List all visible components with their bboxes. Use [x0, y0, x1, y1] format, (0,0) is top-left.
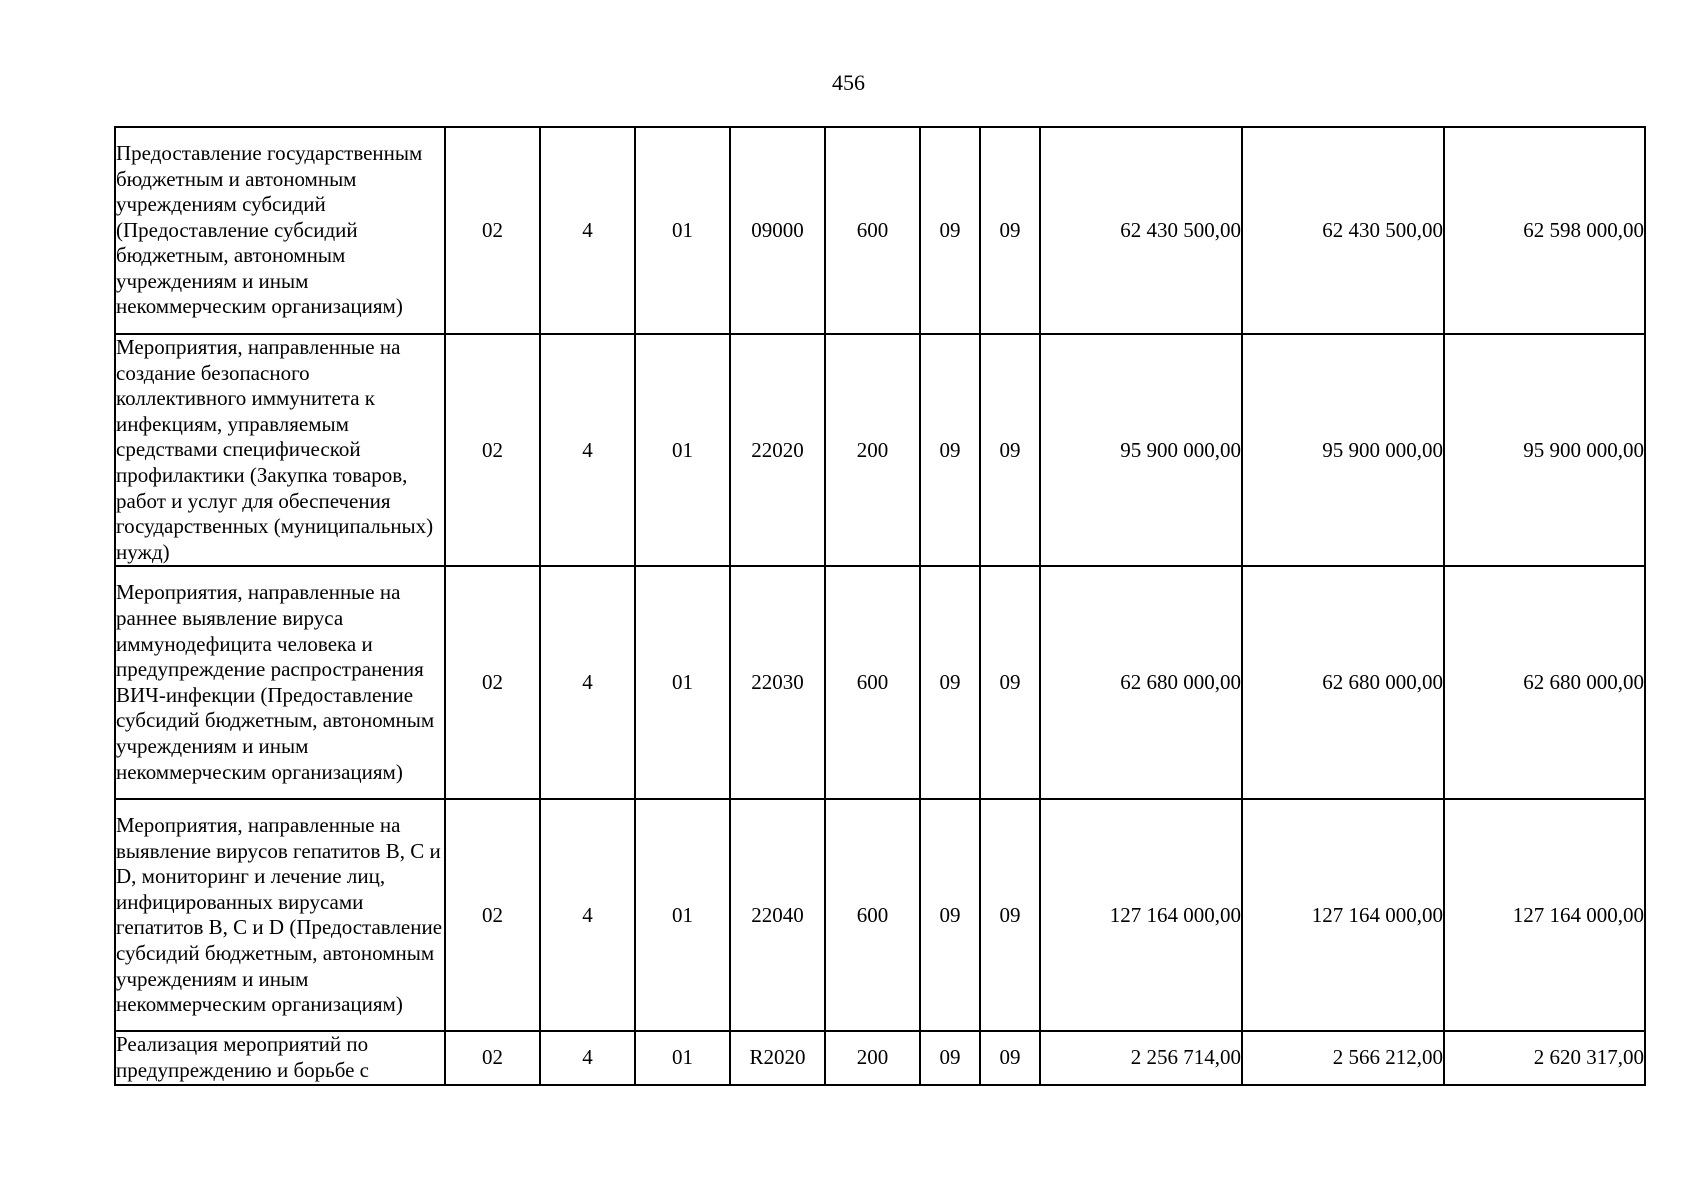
budget-table — [114, 126, 1646, 1086]
section-code-cell: 09 — [920, 1031, 980, 1084]
amount-cell: 62 430 500,00 — [1242, 127, 1444, 334]
subsection-code-cell: 09 — [980, 799, 1040, 1031]
program-code-cell: 02 — [445, 334, 540, 566]
amount-cell: 62 680 000,00 — [1242, 566, 1444, 799]
direction-code-cell: 22030 — [730, 566, 825, 799]
amount-cell: 62 680 000,00 — [1444, 566, 1645, 799]
program-code-cell: 02 — [445, 127, 540, 334]
section-code-cell: 09 — [920, 799, 980, 1031]
subprogram-code-cell: 4 — [540, 799, 635, 1031]
table-row — [115, 127, 1645, 334]
table-row — [115, 566, 1645, 799]
amount-cell: 95 900 000,00 — [1242, 334, 1444, 566]
main-event-code-cell: 01 — [635, 334, 730, 566]
row-description: Предоставление государственным бюджетным и автономным учреждениям субсидий (Предоставление субсидий бюджетным, автономным учреждениям и иным некоммерческим организациям) — [115, 127, 445, 334]
expense-type-cell: 200 — [825, 334, 920, 566]
amount-cell: 62 680 000,00 — [1040, 566, 1242, 799]
subsection-code-cell: 09 — [980, 127, 1040, 334]
page-number: 456 — [832, 70, 865, 95]
amount-cell: 95 900 000,00 — [1040, 334, 1242, 566]
section-code-cell: 09 — [920, 127, 980, 334]
amount-cell: 2 256 714,00 — [1040, 1031, 1242, 1084]
amount-cell: 127 164 000,00 — [1444, 799, 1645, 1031]
amount-cell: 2 620 317,00 — [1444, 1031, 1645, 1084]
direction-code-cell: R2020 — [730, 1031, 825, 1084]
direction-code-cell: 22040 — [730, 799, 825, 1031]
main-event-code-cell: 01 — [635, 1031, 730, 1084]
subsection-code-cell: 09 — [980, 334, 1040, 566]
subprogram-code-cell: 4 — [540, 127, 635, 334]
amount-cell: 2 566 212,00 — [1242, 1031, 1444, 1084]
subsection-code-cell: 09 — [980, 566, 1040, 799]
subsection-code-cell: 09 — [980, 1031, 1040, 1084]
direction-code-cell: 22020 — [730, 334, 825, 566]
row-description: Мероприятия, направленные на создание безопасного коллективного иммунитета к инфекциям, управляемым средствами специфической профилактики (Закупка товаров, работ и услуг для обеспечения государственных (муниципальных) нужд) — [115, 334, 445, 566]
row-description: Мероприятия, направленные на выявление вирусов гепатитов B, C и D, мониторинг и лечение лиц, инфицированных вирусами гепатитов B, C и D (Предоставление субсидий бюджетным, автономным учреждениям и иным некоммерческим организациям) — [115, 799, 445, 1031]
row-description: Реализация мероприятий по предупреждению и борьбе с — [115, 1031, 445, 1084]
section-code-cell: 09 — [920, 566, 980, 799]
program-code-cell: 02 — [445, 566, 540, 799]
subprogram-code-cell: 4 — [540, 334, 635, 566]
amount-cell: 127 164 000,00 — [1040, 799, 1242, 1031]
table-row — [115, 334, 1645, 566]
subprogram-code-cell: 4 — [540, 1031, 635, 1084]
direction-code-cell: 09000 — [730, 127, 825, 334]
amount-cell: 127 164 000,00 — [1242, 799, 1444, 1031]
main-event-code-cell: 01 — [635, 127, 730, 334]
expense-type-cell: 600 — [825, 566, 920, 799]
row-description: Мероприятия, направленные на раннее выявление вируса иммунодефицита человека и предупреждение распространения ВИЧ-инфекции (Предоставление субсидий бюджетным, автономным учреждениям и иным некоммерческим организациям) — [115, 566, 445, 799]
amount-cell: 62 598 000,00 — [1444, 127, 1645, 334]
expense-type-cell: 600 — [825, 127, 920, 334]
section-code-cell: 09 — [920, 334, 980, 566]
expense-type-cell: 200 — [825, 1031, 920, 1084]
table-row — [115, 799, 1645, 1031]
subprogram-code-cell: 4 — [540, 566, 635, 799]
main-event-code-cell: 01 — [635, 566, 730, 799]
amount-cell: 62 430 500,00 — [1040, 127, 1242, 334]
program-code-cell: 02 — [445, 1031, 540, 1084]
main-event-code-cell: 01 — [635, 799, 730, 1031]
program-code-cell: 02 — [445, 799, 540, 1031]
table-row — [115, 1031, 1645, 1084]
amount-cell: 95 900 000,00 — [1444, 334, 1645, 566]
expense-type-cell: 600 — [825, 799, 920, 1031]
